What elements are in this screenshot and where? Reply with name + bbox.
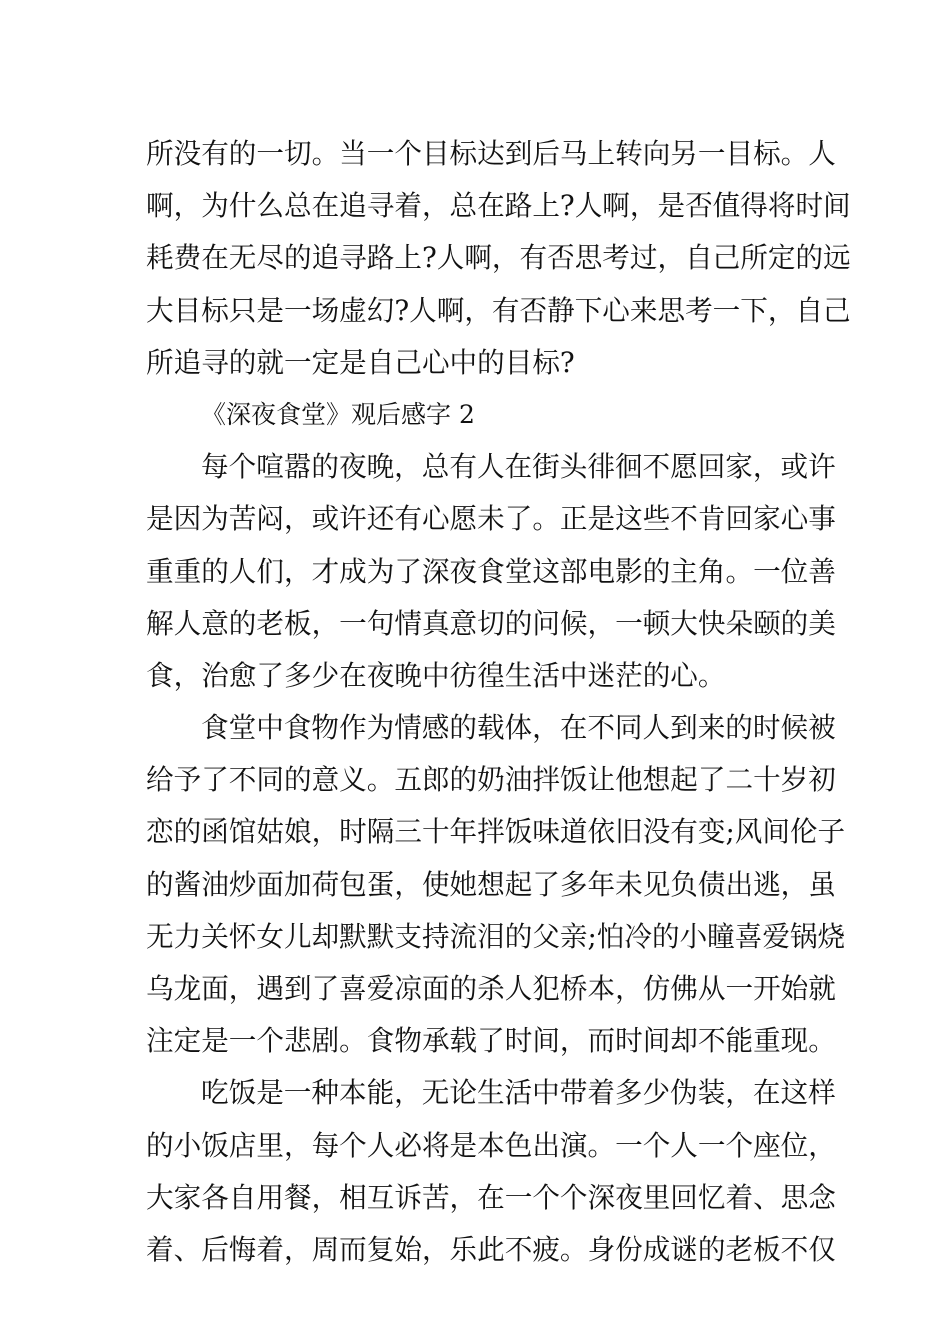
text-line: 所追寻的就一定是自己心中的目标? bbox=[146, 345, 575, 379]
text-line: 是因为苦闷，或许还有心愿未了。正是这些不肯回家心事 bbox=[146, 502, 836, 536]
text-line: 啊，为什么总在追寻着，总在路上?人啊，是否值得将时间 bbox=[146, 189, 851, 223]
text-line: 着、后悔着，周而复始，乐此不疲。身份成谜的老板不仅 bbox=[146, 1232, 836, 1266]
text-line: 注定是一个悲剧。食物承载了时间，而时间却不能重现。 bbox=[146, 1024, 836, 1058]
text-line: 解人意的老板，一句情真意切的问候，一顿大快朵颐的美 bbox=[146, 606, 836, 640]
paragraph-first-line: 每个喧嚣的夜晚，总有人在街头徘徊不愿回家，或许 bbox=[201, 450, 836, 484]
text-line: 大目标只是一场虚幻?人啊，有否静下心来思考一下，自己 bbox=[146, 293, 851, 327]
text-line: 的酱油炒面加荷包蛋，使她想起了多年未见负债出逃，虽 bbox=[146, 867, 836, 901]
text-line: 无力关怀女儿却默默支持流泪的父亲;怕冷的小瞳喜爱锅烧 bbox=[146, 919, 846, 953]
paragraph-first-line: 吃饭是一种本能，无论生活中带着多少伪装，在这样 bbox=[201, 1076, 836, 1110]
text-line: 重重的人们，才成为了深夜食堂这部电影的主角。一位善 bbox=[146, 554, 836, 588]
text-line: 乌龙面，遇到了喜爱凉面的杀人犯桥本，仿佛从一开始就 bbox=[146, 972, 836, 1005]
text-line: 的小饭店里，每个人必将是本色出演。一个人一个座位， bbox=[146, 1128, 836, 1162]
text-line: 耗费在无尽的追寻路上?人啊，有否思考过，自己所定的远 bbox=[146, 241, 851, 275]
section-heading: 《深夜食堂》观后感字 2 bbox=[201, 399, 475, 429]
article-body bbox=[146, 128, 851, 1276]
paragraph-first-line: 食堂中食物作为情感的载体，在不同人到来的时候被 bbox=[201, 711, 836, 745]
text-line: 食，治愈了多少在夜晚中彷徨生活中迷茫的心。 bbox=[146, 658, 726, 692]
text-line: 恋的函馆姑娘，时隔三十年拌饭味道依旧没有变;风间伦子 bbox=[146, 815, 846, 849]
text-line: 所没有的一切。当一个目标达到后马上转向另一目标。人 bbox=[146, 137, 836, 170]
text-line: 大家各自用餐，相互诉苦，在一个个深夜里回忆着、思念 bbox=[146, 1180, 836, 1214]
text-line: 给予了不同的意义。五郎的奶油拌饭让他想起了二十岁初 bbox=[146, 763, 836, 797]
